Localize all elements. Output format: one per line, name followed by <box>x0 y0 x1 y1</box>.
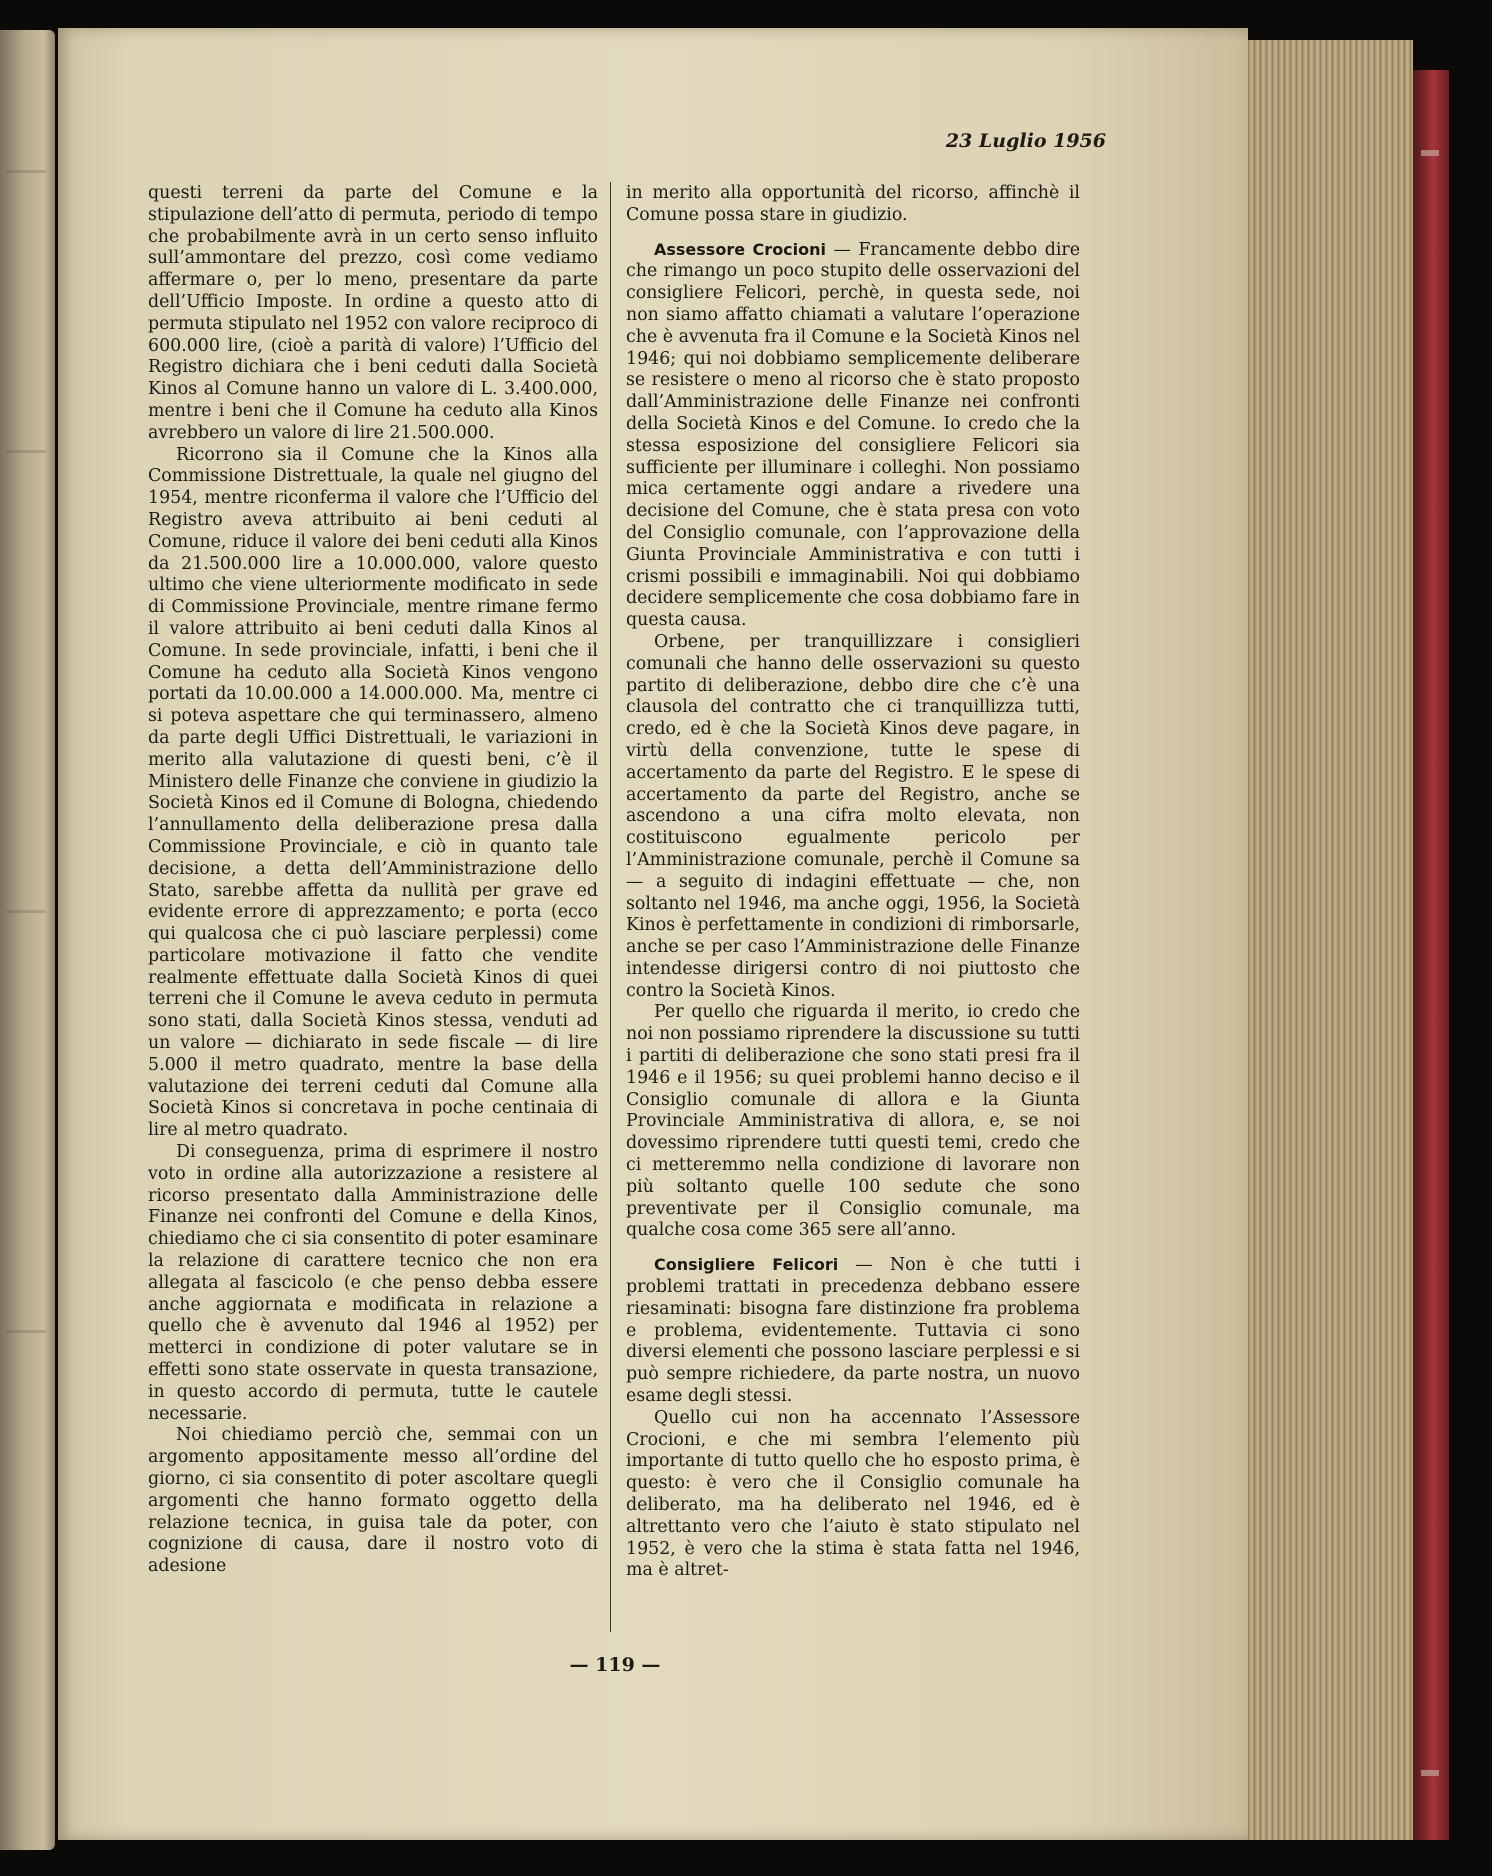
paragraph: Ricorrono sia il Comune che la Kinos alla Commissione Distrettuale, la quale nel giugno del 1954, mentre riconferma il valore che l’Ufficio del Registro aveva attribuito ai beni ceduti al Comune, riduce il valore dei beni ceduti alla Kinos da 21.500.000 lire a 10.000.000, valore questo ultimo che viene ulteriormente modificato in sede di Commissione Provinciale, mentre rimane fermo il valore attribuito ai beni ceduti dalla Kinos al Comune. In sede provinciale, infatti, i beni che il Comune ha ceduto alla Società Kinos vengono portati da 10.00.000 a 14.000.000. Ma, mentre ci si poteva aspettare che qui terminassero, almeno da parte degli Uffici Distrettuali, le variazioni in merito alla valutazione di questi beni, c’è il Ministero delle Finanze che conviene in giudizio la Società Kinos ed il Comune di Bologna, chiedendo l’annullamento della deliberazione presa dalla Commissione Provinciale, e ciò in quanto tale decisione, a detta dell’Amministrazione dello Stato, sarebbe affetta da nullità per grave ed evidente errore di apprezzamento; e porta (ecco qui qualcosa che ci può lasciare perplessi) come particolare motivazione il fatto che vendite realmente effettuate dalla Società Kinos di quei terreni che il Comune le aveva ceduto in permuta sono stati, dalla Società Kinos stessa, venduti ad un valore — dichiarato in sede fiscale — di lire 5.000 il metro quadrato, mentre la base della valutazione dei terreni ceduti dal Comune alla Società Kinos si concretava in poche centinaia di lire al metro quadrato. <box>148 444 598 1141</box>
paragraph: Quello cui non ha accennato l’Assessore Crocioni, e che mi sembra l’elemento più importante di tutto quello che ho esposto prima, è questo: è vero che il Consiglio comunale ha deliberato, ma ha deliberato nel 1946, ed è altrettanto vero che l’aiuto è stato stipulato nel 1952, è vero che la stima è stata fatta nel 1946, ma è altret- <box>626 1407 1080 1581</box>
book-spine <box>1413 70 1449 1840</box>
speaker-name: Consigliere Felicori <box>654 1255 839 1275</box>
speaker-name: Assessore Crocioni <box>654 239 827 259</box>
page-number: — 119 — <box>569 1654 661 1676</box>
speech-text: — Non è che tutti i problemi trattati in precedenza debbano essere riesaminati: bisogna fare distinzione fra problema e problema, evidentemente. Tuttavia ci sono diversi elementi che possono lasciare perplessi e si può sempre richiedere, da parte nostra, un nuovo esame degli stessi. <box>626 1255 1081 1407</box>
paragraph: in merito alla opportunità del ricorso, affinchè il Comune possa stare in giudizio. <box>626 183 1080 225</box>
page-block-edge <box>1248 40 1413 1840</box>
speech-text: — Francamente debbo dire che rimango un poco stupito delle osservazioni del consigliere Felicori, perchè, in questa sede, noi non siamo affatto chiamati a valutare l’operazione che è avvenuta fra il Comune e la Società Kinos nel 1946; qui noi dobbiamo semplicemente deliberare se resistere o meno al ricorso che è stato proposto dall’Amministrazione delle Finanze nei confronti della Società Kinos e del Comune. Io credo che la stessa esposizione del consigliere Felicori sia sufficiente per illuminare i colleghi. Non possiamo mica certamente oggi andare a rivedere una decisione del Comune, che è stata presa con voto del Consiglio comunale, con l’approvazione della Giunta Provinciale Amministrativa e con tutti i crismi possibili e immaginabili. Noi qui dobbiamo decidere semplicemente che cosa dobbiamo fare in questa causa. <box>626 239 1081 631</box>
paragraph: Noi chiediamo perciò che, semmai con un argomento appositamente messo all’ordine del giorno, ci sia consentito di poter ascoltare quegli argomenti che hanno formato oggetto della relazione tecnica, in guisa tale da poter, con cognizione di causa, dare il nostro voto di adesione <box>148 1425 598 1577</box>
left-column <box>148 183 598 1578</box>
paragraph: Per quello che riguarda il merito, io credo che noi non possiamo riprendere la discussione su tutti i partiti di deliberazione che sono stati presi fra il 1946 e il 1956; su quei problemi hanno deciso e il Consiglio comunale di allora e la Giunta Provinciale Amministrativa di allora, e, se noi dovessimo riprendere tutti questi temi, credo che ci metteremmo nella condizione di lavorare non più soltanto quelle 100 sedute che sono preventivate per il Consiglio comunale, ma qualche cosa come 365 sere all’anno. <box>626 1002 1080 1241</box>
paragraph: Di conseguenza, prima di esprimere il nostro voto in ordine alla autorizzazione a resistere al ricorso presentato dalla Amministrazione delle Finanze nei confronti del Comune e della Kinos, chiediamo che ci sia consentito di poter esaminare la relazione di carattere tecnico che non era allegata al fascicolo (e che penso debba essere anche aggiornata e modificata in relazione a quello che è avvenuto dal 1946 al 1952) per metterci in condizione di poter valutare se in effetti sono state osservate in questa transazione, in questo accordo di permuta, tutte le cautele necessarie. <box>148 1142 598 1424</box>
paragraph: questi terreni da parte del Comune e la stipulazione dell’atto di permuta, periodo di tempo che probabilmente avrà in un certo senso influito sull’ammontare del prezzo, così come vediamo affermare o, per lo meno, presentare da parte dell’Ufficio Imposte. In ordine a questo atto di permuta stipulato nel 1952 con valore reciproco di 600.000 lire, (cioè a parità di valore) l’Ufficio del Registro dichiara che i beni ceduti dalla Società Kinos al Comune hanno un valore di L. 3.400.000, mentre i beni che il Comune ha ceduto alla Kinos avrebbero un valore di lire 21.500.000. <box>148 183 598 443</box>
column-divider <box>610 182 611 1632</box>
running-head: 23 Luglio 1956 <box>945 130 1106 152</box>
speech-paragraph <box>626 239 1080 632</box>
right-column <box>626 183 1080 1582</box>
paragraph: Orbene, per tranquillizzare i consiglieri comunali che hanno delle osservazioni su questo partito di deliberazione, debbo dire che c’è una clausola del contratto che ci tranquillizza tutti, credo, ed è che la Società Kinos deve pagare, in virtù della convenzione, tutte le spese di accertamento da parte del Registro. E le spese di accertamento da parte del Registro, anche se ascendono a una cifra molto elevata, non costituiscono egualmente pericolo per l’Amministrazione comunale, perchè il Comune sa — a seguito di indagini effettuate — che, non soltanto nel 1946, ma anche oggi, 1956, la Società Kinos è perfettamente in condizioni di rimborsarle, anche se per caso l’Amministrazione delle Finanze intendesse dirigersi contro di noi piuttosto che contro la Società Kinos. <box>626 631 1080 1001</box>
facing-page-edge <box>0 30 55 1850</box>
speech-paragraph <box>626 1254 1080 1408</box>
